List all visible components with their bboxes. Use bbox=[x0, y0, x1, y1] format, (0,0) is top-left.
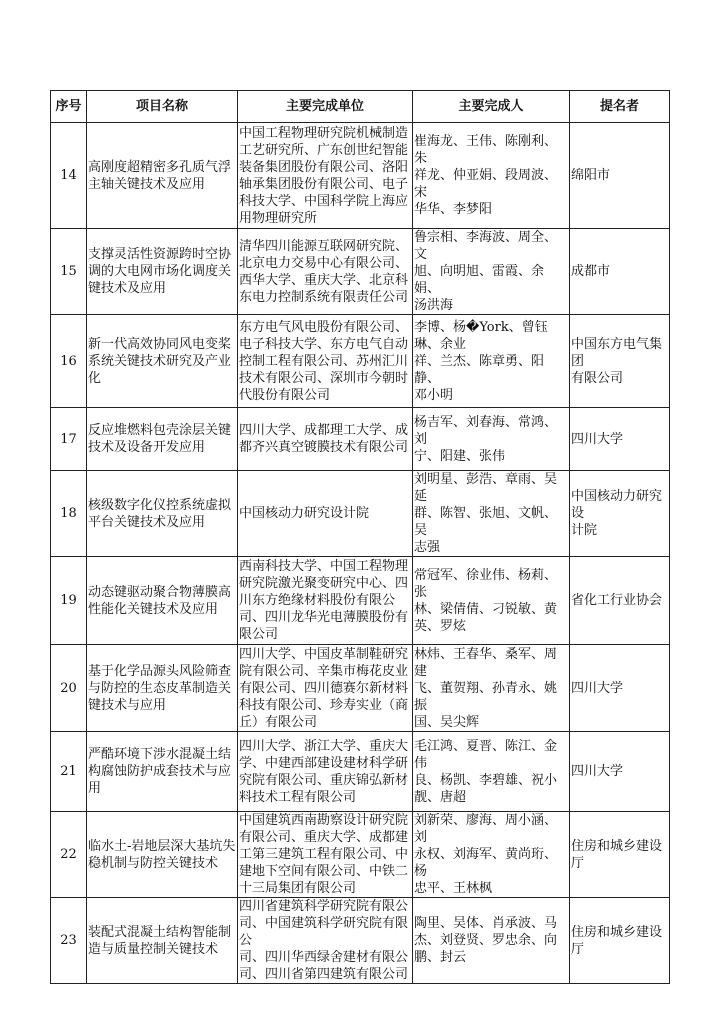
cell-units: 四川省建筑科学研究院有限公 司、中国建筑科学研究院有限公 司、四川华西绿舍建材有限公 司、四川省第四建筑有限公司 bbox=[238, 898, 413, 984]
cell-people: 陶里、吴体、肖承波、马 杰、刘登贤、罗忠余、向 鹏、封云 bbox=[413, 898, 570, 984]
cell-no: 14 bbox=[51, 123, 87, 229]
cell-no: 20 bbox=[51, 645, 87, 732]
header-units: 主要完成单位 bbox=[238, 91, 413, 123]
cell-project: 新一代高效协同风电变桨 系统关键技术研究及产业 化 bbox=[87, 315, 238, 408]
cell-project: 装配式混凝土结构智能制 造与质量控制关键技术 bbox=[87, 898, 238, 984]
table-row bbox=[51, 732, 670, 812]
cell-people: 毛江鸿、夏晋、陈江、金伟 良、杨凯、李碧雄、祝小 靓、唐超 bbox=[413, 732, 570, 812]
table-row bbox=[51, 557, 670, 645]
cell-units: 四川大学、浙江大学、重庆大 学、中建西部建设建材科学研 究院有限公司、重庆锦弘新材 料技术工程有限公司 bbox=[238, 732, 413, 812]
table-row bbox=[51, 471, 670, 557]
cell-project: 基于化学品源头风险筛查 与防控的生态皮革制造关 键技术与应用 bbox=[87, 645, 238, 732]
cell-no: 23 bbox=[51, 898, 87, 984]
cell-units: 四川大学、成都理工大学、成 都齐兴真空镀膜技术有限公司 bbox=[238, 408, 413, 471]
cell-project: 支撑灵活性资源跨时空协 调的大电网市场化调度关 键技术及应用 bbox=[87, 229, 238, 315]
table-row bbox=[51, 408, 670, 471]
table-row bbox=[51, 229, 670, 315]
cell-nominator: 四川大学 bbox=[570, 408, 670, 471]
cell-nominator: 住房和城乡建设厅 bbox=[570, 812, 670, 898]
awards-table bbox=[50, 90, 670, 984]
cell-nominator: 省化工行业协会 bbox=[570, 557, 670, 645]
cell-people: 崔海龙、王伟、陈刚利、朱 祥龙、仲亚娟、段周波、宋 华华、李梦阳 bbox=[413, 123, 570, 229]
cell-nominator: 绵阳市 bbox=[570, 123, 670, 229]
cell-no: 18 bbox=[51, 471, 87, 557]
cell-nominator: 四川大学 bbox=[570, 645, 670, 732]
cell-nominator: 成都市 bbox=[570, 229, 670, 315]
cell-units: 中国核动力研究设计院 bbox=[238, 471, 413, 557]
cell-nominator: 中国核动力研究设 计院 bbox=[570, 471, 670, 557]
cell-project: 动态键驱动聚合物薄膜高 性能化关键技术及应用 bbox=[87, 557, 238, 645]
table-row bbox=[51, 645, 670, 732]
cell-nominator: 四川大学 bbox=[570, 732, 670, 812]
cell-nominator: 住房和城乡建设厅 bbox=[570, 898, 670, 984]
cell-no: 17 bbox=[51, 408, 87, 471]
cell-units: 清华四川能源互联网研究院、 北京电力交易中心有限公司、 西华大学、重庆大学、北京科 东电力控制系统有限责任公司 bbox=[238, 229, 413, 315]
cell-no: 22 bbox=[51, 812, 87, 898]
cell-project: 反应堆燃料包壳涂层关键 技术及设备开发应用 bbox=[87, 408, 238, 471]
cell-project: 临水土-岩地层深大基坑失 稳机制与防控关键技术 bbox=[87, 812, 238, 898]
table-row bbox=[51, 812, 670, 898]
cell-people: 林炜、王春华、桑军、周建 飞、董贺翔、孙青永、姚振 国、吴尖辉 bbox=[413, 645, 570, 732]
cell-units: 中国工程物理研究院机械制造 工艺研究所、广东创世纪智能 装备集团股份有限公司、洛阳 轴承集团股份有限公司、电子 科技大学、中国科学院上海应 用物理研究所 bbox=[238, 123, 413, 229]
cell-project: 高刚度超精密多孔质气浮 主轴关键技术及应用 bbox=[87, 123, 238, 229]
cell-project: 严酷环境下涉水混凝土结 构腐蚀防护成套技术与应 用 bbox=[87, 732, 238, 812]
table-row bbox=[51, 898, 670, 984]
header-people: 主要完成人 bbox=[413, 91, 570, 123]
cell-no: 15 bbox=[51, 229, 87, 315]
cell-units: 中国建筑西南勘察设计研究院 有限公司、重庆大学、成都建 工第三建筑工程有限公司、中 建地下空间有限公司、中铁二 十三局集团有限公司 bbox=[238, 812, 413, 898]
cell-no: 21 bbox=[51, 732, 87, 812]
cell-no: 16 bbox=[51, 315, 87, 408]
header-nominator: 提名者 bbox=[570, 91, 670, 123]
table-row bbox=[51, 315, 670, 408]
cell-people: 鲁宗相、李海波、周全、文 旭、向明旭、雷霞、余娟、 汤洪海 bbox=[413, 229, 570, 315]
cell-units: 东方电气风电股份有限公司、 电子科技大学、东方电气自动 控制工程有限公司、苏州汇川 技术有限公司、深圳市今朝时 代股份有限公司 bbox=[238, 315, 413, 408]
cell-project: 核级数字化仪控系统虚拟 平台关键技术及应用 bbox=[87, 471, 238, 557]
cell-people: 刘新荣、廖海、周小涵、刘 永权、刘海军、黄尚珩、杨 忠平、王林枫 bbox=[413, 812, 570, 898]
cell-people: 常冠军、徐业伟、杨莉、张 林、梁倩倩、刁锐敏、黄 英、罗炫 bbox=[413, 557, 570, 645]
cell-people: 李博、杨�York、曾钰琳、余业 祥、兰杰、陈章勇、阳静、 邓小明 bbox=[413, 315, 570, 408]
cell-units: 四川大学、中国皮革制鞋研究 院有限公司、辛集市梅花皮业 有限公司、四川德赛尔新材料 科技有限公司、珍寿实业（商 丘）有限公司 bbox=[238, 645, 413, 732]
table-row bbox=[51, 123, 670, 229]
cell-people: 刘明星、彭浩、章雨、吴延 群、陈智、张旭、文帆、吴 志强 bbox=[413, 471, 570, 557]
cell-units: 西南科技大学、中国工程物理 研究院激光聚变研究中心、四 川东方绝缘材料股份有限公 司、四川龙华光电薄膜股份有 限公司 bbox=[238, 557, 413, 645]
cell-nominator: 中国东方电气集团 有限公司 bbox=[570, 315, 670, 408]
table-header-row bbox=[51, 91, 670, 123]
cell-no: 19 bbox=[51, 557, 87, 645]
header-project: 项目名称 bbox=[87, 91, 238, 123]
header-no: 序号 bbox=[51, 91, 87, 123]
cell-people: 杨吉军、刘春海、常鸿、刘 宁、阳建、张伟 bbox=[413, 408, 570, 471]
